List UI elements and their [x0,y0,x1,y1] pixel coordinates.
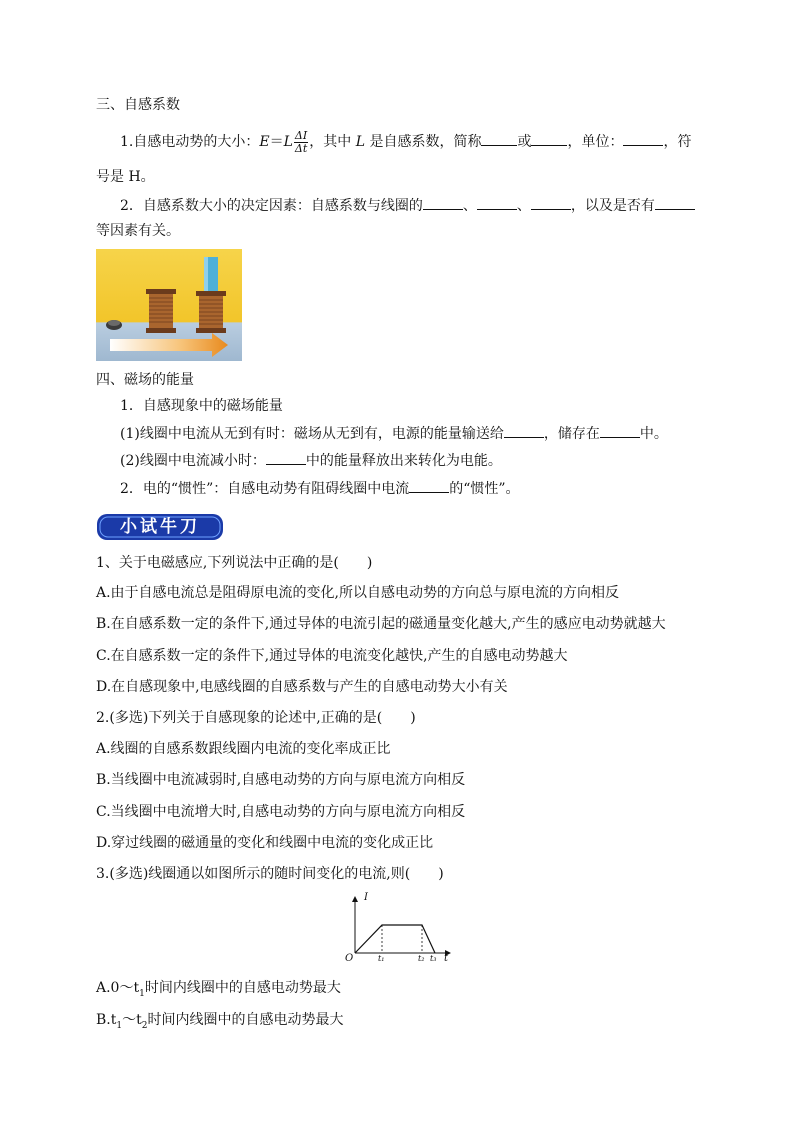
option-3b [96,1010,343,1036]
section4-heading: 四、磁场的能量 [96,372,194,388]
text: A.0～t [96,980,140,996]
item-1 [120,423,668,444]
text: ，符 [663,134,692,150]
item-2 [120,450,502,471]
graph-svg [340,895,455,965]
question-2: 2.(多选)下列关于自感现象的论述中,正确的是( ) [96,710,416,726]
symbol-L: L [355,134,366,150]
question-1: 1、关于电磁感应,下列说法中正确的是( ) [96,555,373,571]
text: 2．自感系数大小的决定因素：自感系数与线圈的 [120,198,423,214]
current-curve [355,925,435,953]
fraction [294,130,308,155]
t1-label: t₁ [378,954,385,963]
blank [481,131,517,146]
text: 中的能量释放出来转化为电能。 [305,453,502,469]
text: ～t [122,1012,142,1028]
badge-text: 小试牛刀 [120,517,200,537]
text-line: 号是 H。 [96,169,155,185]
fraction-numerator: ΔI [294,128,308,142]
subheading: 1．自感现象中的磁场能量 [120,398,283,414]
subheading [120,478,520,499]
t3-label: t₃ [430,954,437,963]
y-label: I [364,892,368,903]
origin-label: O [345,953,354,964]
current-time-graph [340,892,455,965]
blank [477,195,517,210]
text: ，单位： [567,134,624,150]
option-2d: D.穿过线圈的磁通量的变化和线圈中电流的变化成正比 [96,835,434,851]
text: 或 [517,134,532,150]
text: 时间内线圈中的自感电动势最大 [147,1012,344,1028]
text: 中。 [639,426,668,442]
section3-heading: 三、自感系数 [96,97,180,113]
factors-paragraph [120,195,695,216]
text: B.t [96,1012,117,1028]
coils-illustration [96,249,242,361]
blank [623,131,663,146]
text: ，以及是否有 [570,198,655,214]
question-3: 3.(多选)线圈通以如图所示的随时间变化的电流,则( ) [96,866,444,882]
text: ，储存在 [543,426,600,442]
equals: ＝ [269,134,284,150]
symbol-E: E [259,134,270,150]
formula-paragraph [120,127,691,157]
subscript: 1 [139,988,145,999]
text: (2)线圈中电流减小时： [120,453,266,469]
option-1b: B.在自感系数一定的条件下,通过导体的电流引起的磁通量变化越大,产生的感应电动势就越大 [96,616,666,632]
text: 时间内线圈中的自感电动势最大 [144,980,341,996]
x-label: t [444,953,449,964]
option-1c: C.在自感系数一定的条件下,通过导体的电流变化越快,产生的自感电动势越大 [96,648,568,664]
option-3a [96,978,341,1004]
t2-label: t₂ [418,954,425,963]
text: 、 [516,198,531,214]
blank [423,195,463,210]
text: ，其中 [309,134,356,150]
blank [504,423,544,438]
option-1a: A.由于自感电流总是阻碍原电流的变化,所以自感电动势的方向总与原电流的方向相反 [96,585,620,601]
option-2c: C.当线圈中电流增大时,自感电动势的方向与原电流方向相反 [96,804,466,820]
text: (1)线圈中电流从无到有时：磁场从无到有，电源的能量输送给 [120,426,504,442]
blank [531,131,567,146]
subscript: 1 [116,1020,123,1031]
coils-photo [96,249,242,361]
option-1d: D.在自感现象中,电感线圈的自感系数与产生的自感电动势大小有关 [96,679,508,695]
text: 、 [462,198,477,214]
option-2b: B.当线圈中电流减弱时,自感电动势的方向与原电流方向相反 [96,772,466,788]
text: 1.自感电动势的大小： [120,134,260,150]
blank [600,423,640,438]
practice-badge [96,513,224,541]
blank [531,195,571,210]
option-2a: A.线圈的自感系数跟线圈内电流的变化率成正比 [96,741,391,757]
text: 是自感系数，简称 [365,134,482,150]
symbol-L: L [283,134,293,150]
text-line: 等因素有关。 [96,223,180,239]
blank [409,478,449,493]
text: 的“惯性”。 [449,481,520,497]
subscript: 2 [141,1020,148,1031]
blank [655,195,695,210]
blank [266,450,306,465]
text: 2．电的“惯性”：自感电动势有阻碍线圈中电流 [120,481,410,497]
fraction-denominator: Δt [294,141,308,155]
